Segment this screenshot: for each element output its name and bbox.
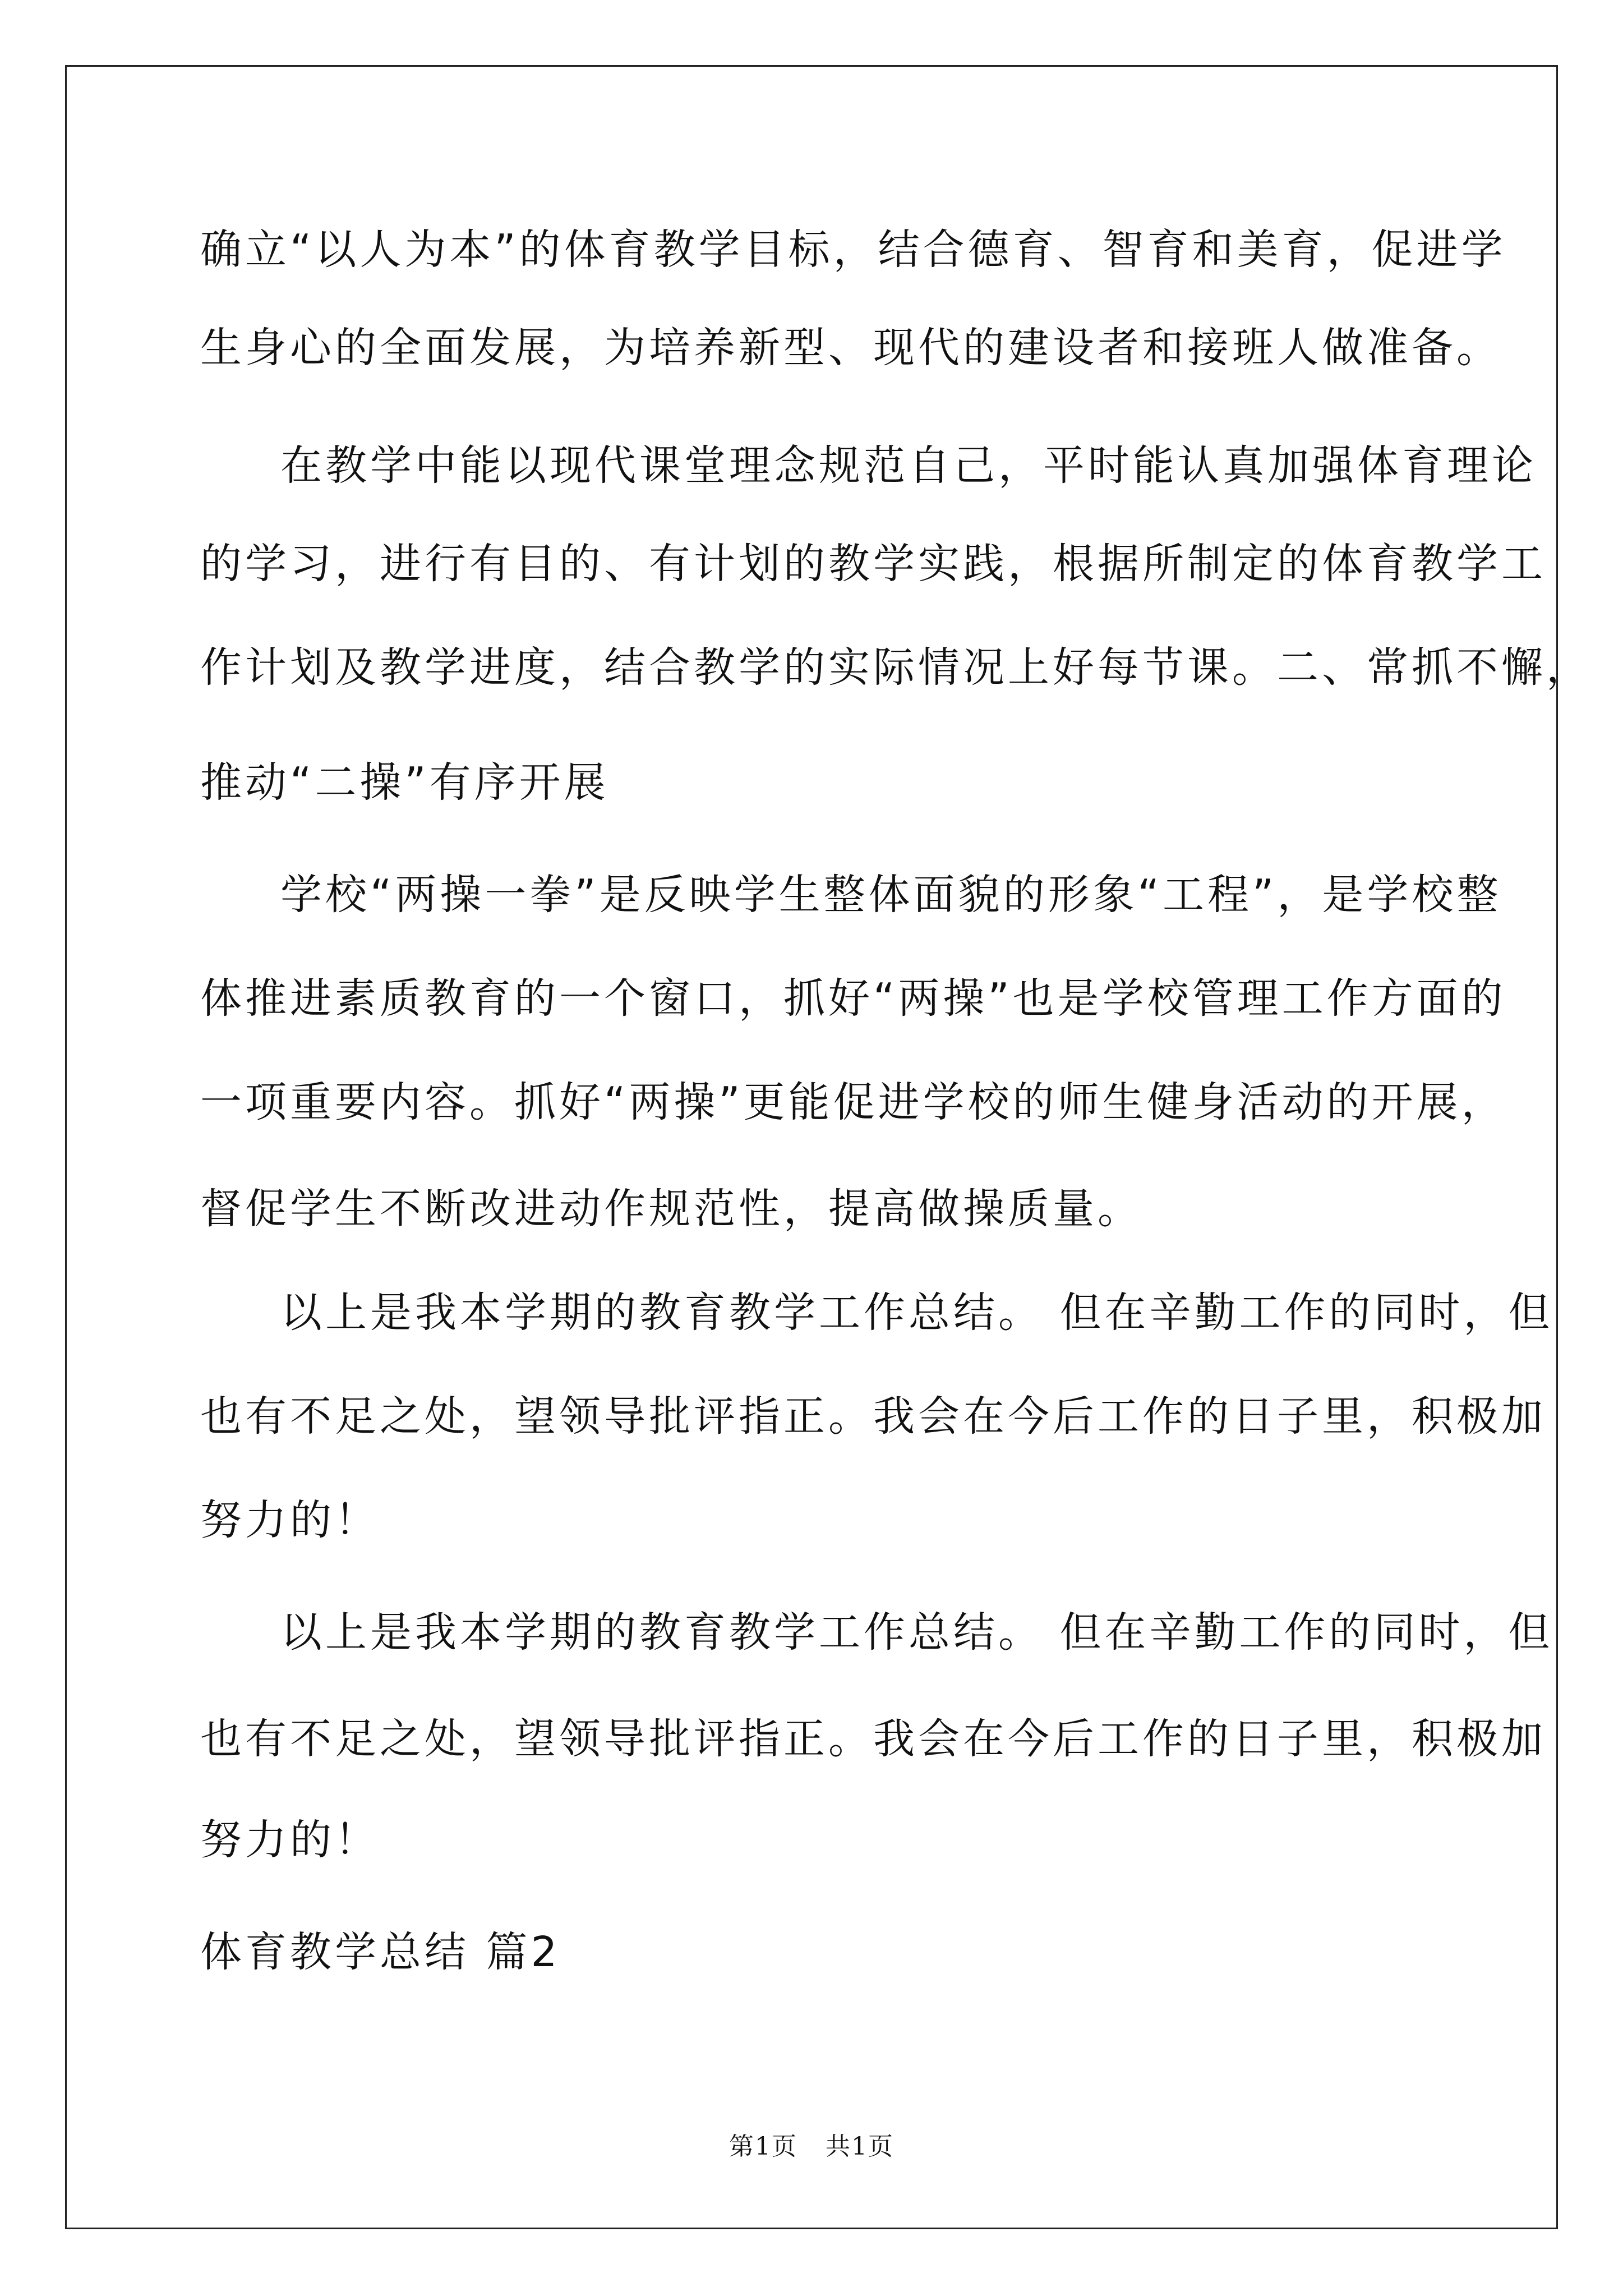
paragraph-5-line-1: 以上是我本学期的教育教学工作总结。 但在辛勤工作的同时，但 [280,1608,1553,1657]
paragraph-3-line-3: 一项重要内容。抓好“两操”更能促进学校的师生健身活动的开展， [200,1078,1506,1126]
page-number-current: 第1页 [729,2132,797,2161]
paragraph-3-line-4: 督促学生不断改进动作规范性，提高做操质量。 [200,1185,1142,1233]
paragraph-5-line-2: 也有不足之处，望领导批评指正。我会在今后工作的日子里，积极加 [200,1715,1546,1763]
paragraph-1-line-1: 确立“以人为本”的体育教学目标，结合德育、智育和美育，促进学 [200,226,1506,274]
paragraph-2-line-3: 作计划及教学进度，结合教学的实际情况上好每节课。二、常抓不懈， [200,643,1591,692]
paragraph-2-line-2: 的学习，进行有目的、有计划的教学实践，根据所制定的体育教学工 [200,540,1546,588]
paragraph-4-line-3: 努力的！ [200,1496,380,1544]
page-number-total: 共1页 [826,2132,894,2161]
paragraph-4-line-1: 以上是我本学期的教育教学工作总结。 但在辛勤工作的同时，但 [280,1289,1553,1337]
page-footer [0,2126,1623,2162]
paragraph-1-line-2: 生身心的全面发展，为培养新型、现代的建设者和接班人做准备。 [200,324,1501,372]
paragraph-4-line-2: 也有不足之处，望领导批评指正。我会在今后工作的日子里，积极加 [200,1392,1546,1441]
paragraph-2-line-1: 在教学中能以现代课堂理念规范自己，平时能认真加强体育理论 [280,441,1537,490]
paragraph-3-line-2: 体推进素质教育的一个窗口，抓好“两操”也是学校管理工作方面的 [200,974,1506,1023]
paragraph-2-line-4: 推动“二操”有序开展 [200,758,609,807]
paragraph-3-line-1: 学校“两操一拳”是反映学生整体面貌的形象“工程”，是学校整 [280,871,1502,919]
page-border [65,65,1558,2229]
paragraph-5-line-3: 努力的！ [200,1816,380,1864]
section-title: 体育教学总结 篇2 [200,1928,561,1976]
